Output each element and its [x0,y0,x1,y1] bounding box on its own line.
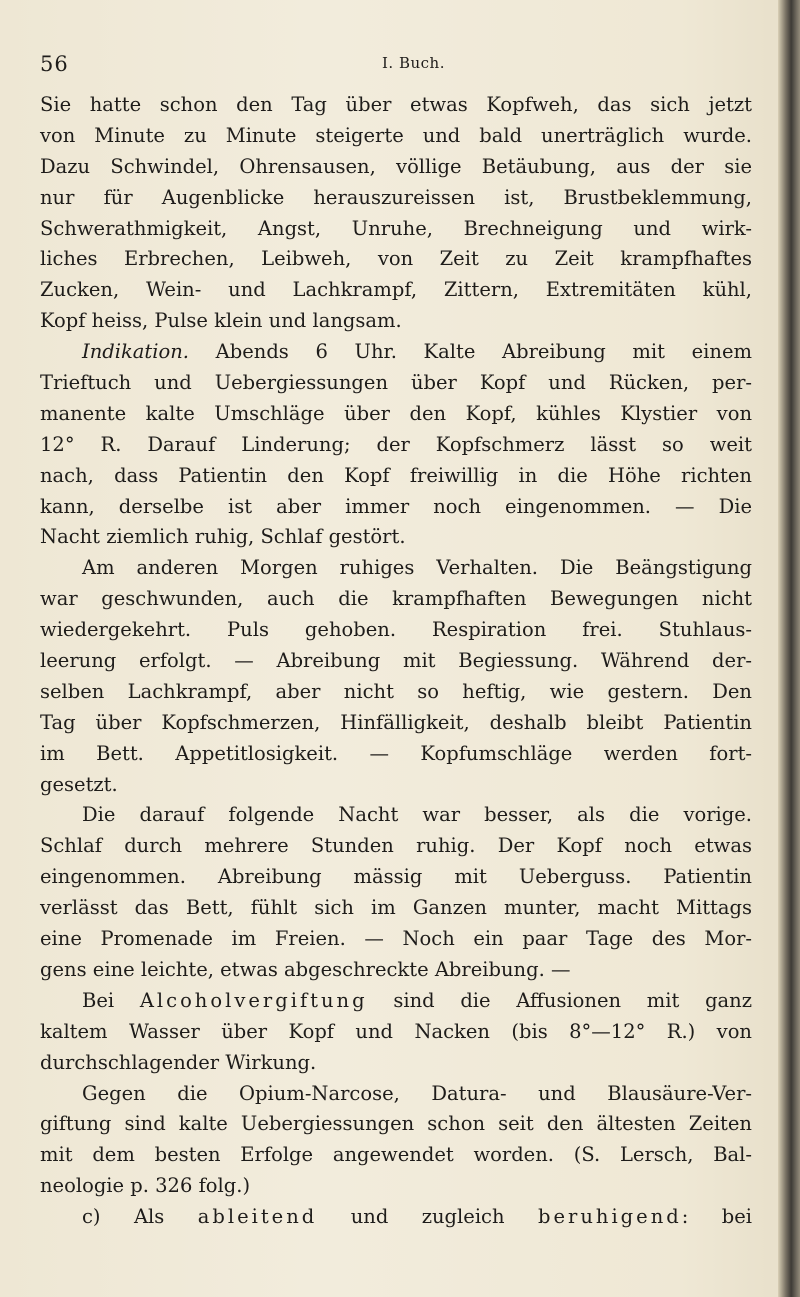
text-line: wiedergekehrt. Puls gehoben. Respiration frei. Stuhlaus- [40,618,752,642]
page-header [40,52,740,82]
text-line: Zucken, Wein- und Lachkrampf, Zittern, Extremitäten kühl, [40,278,752,302]
spaced-term: beruhigend [537,1205,682,1229]
text-fragment: c) Als [82,1205,165,1229]
text-line: Tag über Kopfschmerzen, Hinfälligkeit, deshalb bleibt Patientin [40,710,752,734]
text-fragment: Bei [82,988,115,1012]
text-line: nur für Augenblicke herauszureissen ist, Brustbeklemmung, [40,185,752,209]
text-line: kann, derselbe ist aber immer noch eingenommen. — Die [40,494,752,518]
text-line: Dazu Schwindel, Ohrensausen, völlige Betäubung, aus der sie [40,154,752,178]
text-line: giftung sind kalte Uebergiessungen schon seit den ältesten Zeiten [40,1112,752,1136]
text-line: im Bett. Appetitlosigkeit. — Kopfumschläge werden fort- [40,741,752,765]
spaced-term: Alcoholvergiftung [139,988,368,1012]
text-line: verlässt das Bett, fühlt sich im Ganzen munter, macht Mittags [40,896,752,920]
text-fragment: sind die Affusionen mit ganz [393,988,753,1012]
text-line: leerung erfolgt. — Abreibung mit Begiessung. Während der- [40,649,752,673]
running-head: I. Buch. [382,54,445,72]
page-number: 56 [40,52,69,76]
text-line [40,1202,752,1233]
text-line: neologie p. 326 folg.) [40,1174,251,1198]
text-line: gens eine leichte, etwas abgeschreckte Abreibung. — [40,957,571,981]
text-line: 12° R. Darauf Linderung; der Kopfschmerz lässt so weit [40,432,752,456]
text-line: von Minute zu Minute steigerte und bald unerträglich wurde. [40,123,752,147]
text-line: Gegen die Opium-Narcose, Datura- und Blausäure-Ver- [82,1081,752,1105]
text-line [40,986,752,1017]
text-line: liches Erbrechen, Leibweh, von Zeit zu Zeit krampfhaftes [40,247,752,271]
text-line: Trieftuch und Uebergiessungen über Kopf und Rücken, per- [40,371,752,395]
text-fragment: Abends 6 Uhr. Kalte Abreibung mit einem [215,340,752,364]
text-line: war geschwunden, auch die krampfhaften Bewegungen nicht [40,587,752,611]
text-line: Schlaf durch mehrere Stunden ruhig. Der Kopf noch etwas [40,834,752,858]
text-line: kaltem Wasser über Kopf und Nacken (bis 8°—12° R.) von [40,1019,752,1043]
body-text [40,90,752,1233]
text-line: durchschlagender Wirkung. [40,1050,317,1074]
text-line: Am anderen Morgen ruhiges Verhalten. Die Beängstigung [82,556,752,580]
text-line: selben Lachkrampf, aber nicht so heftig, wie gestern. Den [40,679,752,703]
text-line: mit dem besten Erfolge angewendet worden. (S. Lersch, Bal- [40,1143,752,1167]
text-line: Die darauf folgende Nacht war besser, als die vorige. [82,803,752,827]
spaced-term: ableitend [197,1205,318,1229]
italic-heading: Indikation. [82,340,189,364]
text-fragment: : [681,1205,689,1229]
text-line: eingenommen. Abreibung mässig mit Ueberguss. Patientin [40,865,752,889]
text-line: Nacht ziemlich ruhig, Schlaf gestört. [40,525,406,549]
text-line: nach, dass Patientin den Kopf freiwillig in die Höhe richten [40,463,752,487]
text-line: Kopf heiss, Pulse klein und langsam. [40,309,402,333]
book-gutter-shadow [778,0,800,1297]
text-line: eine Promenade im Freien. — Noch ein paar Tage des Mor- [40,927,752,951]
text-line [40,337,752,368]
text-line: gesetzt. [40,772,118,796]
text-fragment: bei [721,1205,753,1229]
text-line: Sie hatte schon den Tag über etwas Kopfweh, das sich jetzt [40,93,752,116]
text-fragment: und zugleich [350,1205,505,1229]
text-line: Schwerathmigkeit, Angst, Unruhe, Brechneigung und wirk- [40,216,752,240]
text-line: manente kalte Umschläge über den Kopf, kühles Klystier von [40,401,752,425]
